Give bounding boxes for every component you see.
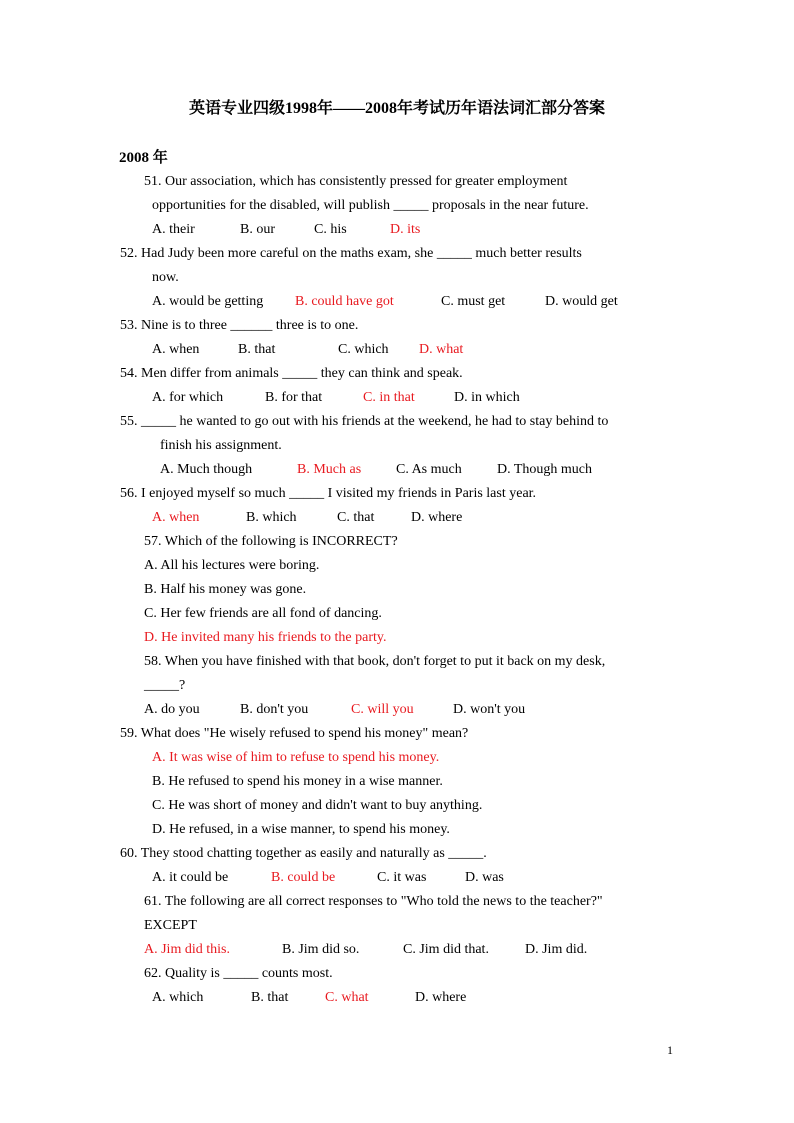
q58-option-b: B. don't you [240,702,309,717]
q62-option-c-answer: C. what [325,990,369,1005]
q53-line-1: 53. Nine is to three ______ three is to one. [120,318,359,333]
q52-option-d: D. would get [545,294,618,309]
q58-option-d: D. won't you [453,702,526,717]
q58-option-a: A. do you [144,702,200,717]
q59-option-b: B. He refused to spend his money in a wise manner. [152,774,443,789]
q57-option-b: B. Half his money was gone. [144,582,307,597]
q61-line-2: EXCEPT [144,918,197,933]
q57-option-d-answer: D. He invited many his friends to the party. [144,630,387,645]
q52-line-2: now. [152,270,179,285]
q58-option-c-answer: C. will you [351,702,414,717]
q56-option-b: B. which [246,510,297,525]
q61-option-b: B. Jim did so. [282,942,360,957]
q52-option-a: A. would be getting [152,294,264,309]
q60-option-d: D. was [465,870,504,885]
q54-line-1: 54. Men differ from animals _____ they can think and speak. [120,366,463,381]
year-heading: 2008 年 [119,150,168,166]
q53-option-c: C. which [338,342,389,357]
q51-line-2: opportunities for the disabled, will publish _____ proposals in the near future. [152,198,589,213]
q56-option-a-answer: A. when [152,510,200,525]
q61-option-a-answer: A. Jim did this. [144,942,230,957]
q58-line-2: _____? [144,678,186,693]
q55-option-d: D. Though much [497,462,593,477]
q55-line-1: 55. _____ he wanted to go out with his friends at the weekend, he had to stay behind to [120,414,609,429]
q61-line-1: 61. The following are all correct responses to "Who told the news to the teacher?" [144,894,603,909]
q54-option-a: A. for which [152,390,224,405]
q61-option-c: C. Jim did that. [403,942,489,957]
q52-line-1: 52. Had Judy been more careful on the maths exam, she _____ much better results [120,246,582,261]
q60-option-c: C. it was [377,870,427,885]
q60-line-1: 60. They stood chatting together as easily and naturally as _____. [120,846,487,861]
q55-option-a: A. Much though [160,462,253,477]
q51-option-b: B. our [240,222,275,237]
q62-line-1: 62. Quality is _____ counts most. [144,966,333,981]
q62-option-d: D. where [415,990,467,1005]
q55-line-2: finish his assignment. [160,438,282,453]
q53-option-d-answer: D. what [419,342,464,357]
q53-option-b: B. that [238,342,276,357]
q62-option-b: B. that [251,990,289,1005]
q58-line-1: 58. When you have finished with that book, don't forget to put it back on my desk, [144,654,606,669]
q61-option-d: D. Jim did. [525,942,588,957]
q55-option-c: C. As much [396,462,462,477]
q54-option-b: B. for that [265,390,323,405]
q59-option-d: D. He refused, in a wise manner, to spend his money. [152,822,450,837]
q51-option-a: A. their [152,222,195,237]
q56-option-d: D. where [411,510,463,525]
q59-line-1: 59. What does "He wisely refused to spend his money" mean? [120,726,469,741]
q60-option-a: A. it could be [152,870,229,885]
q51-option-c: C. his [314,222,347,237]
q57-line-1: 57. Which of the following is INCORRECT? [144,534,398,549]
q53-option-a: A. when [152,342,200,357]
q56-option-c: C. that [337,510,375,525]
q52-option-c: C. must get [441,294,506,309]
q59-option-c: C. He was short of money and didn't want to buy anything. [152,798,483,813]
q57-option-a: A. All his lectures were boring. [144,558,320,573]
page-number: 1 [667,1043,673,1057]
q52-option-b-answer: B. could have got [295,294,394,309]
q60-option-b-answer: B. could be [271,870,336,885]
document-title: 英语专业四级1998年——2008年考试历年语法词汇部分答案 [188,100,605,117]
q54-option-d: D. in which [454,390,520,405]
q62-option-a: A. which [152,990,204,1005]
q51-option-d-answer: D. its [390,222,421,237]
q55-option-b-answer: B. Much as [297,462,362,477]
q56-line-1: 56. I enjoyed myself so much _____ I visited my friends in Paris last year. [120,486,537,501]
q51-line-1: 51. Our association, which has consistently pressed for greater employment [144,174,568,189]
q54-option-c-answer: C. in that [363,390,415,405]
q57-option-c: C. Her few friends are all fond of dancing. [144,606,382,621]
q59-option-a-answer: A. It was wise of him to refuse to spend his money. [152,750,440,765]
